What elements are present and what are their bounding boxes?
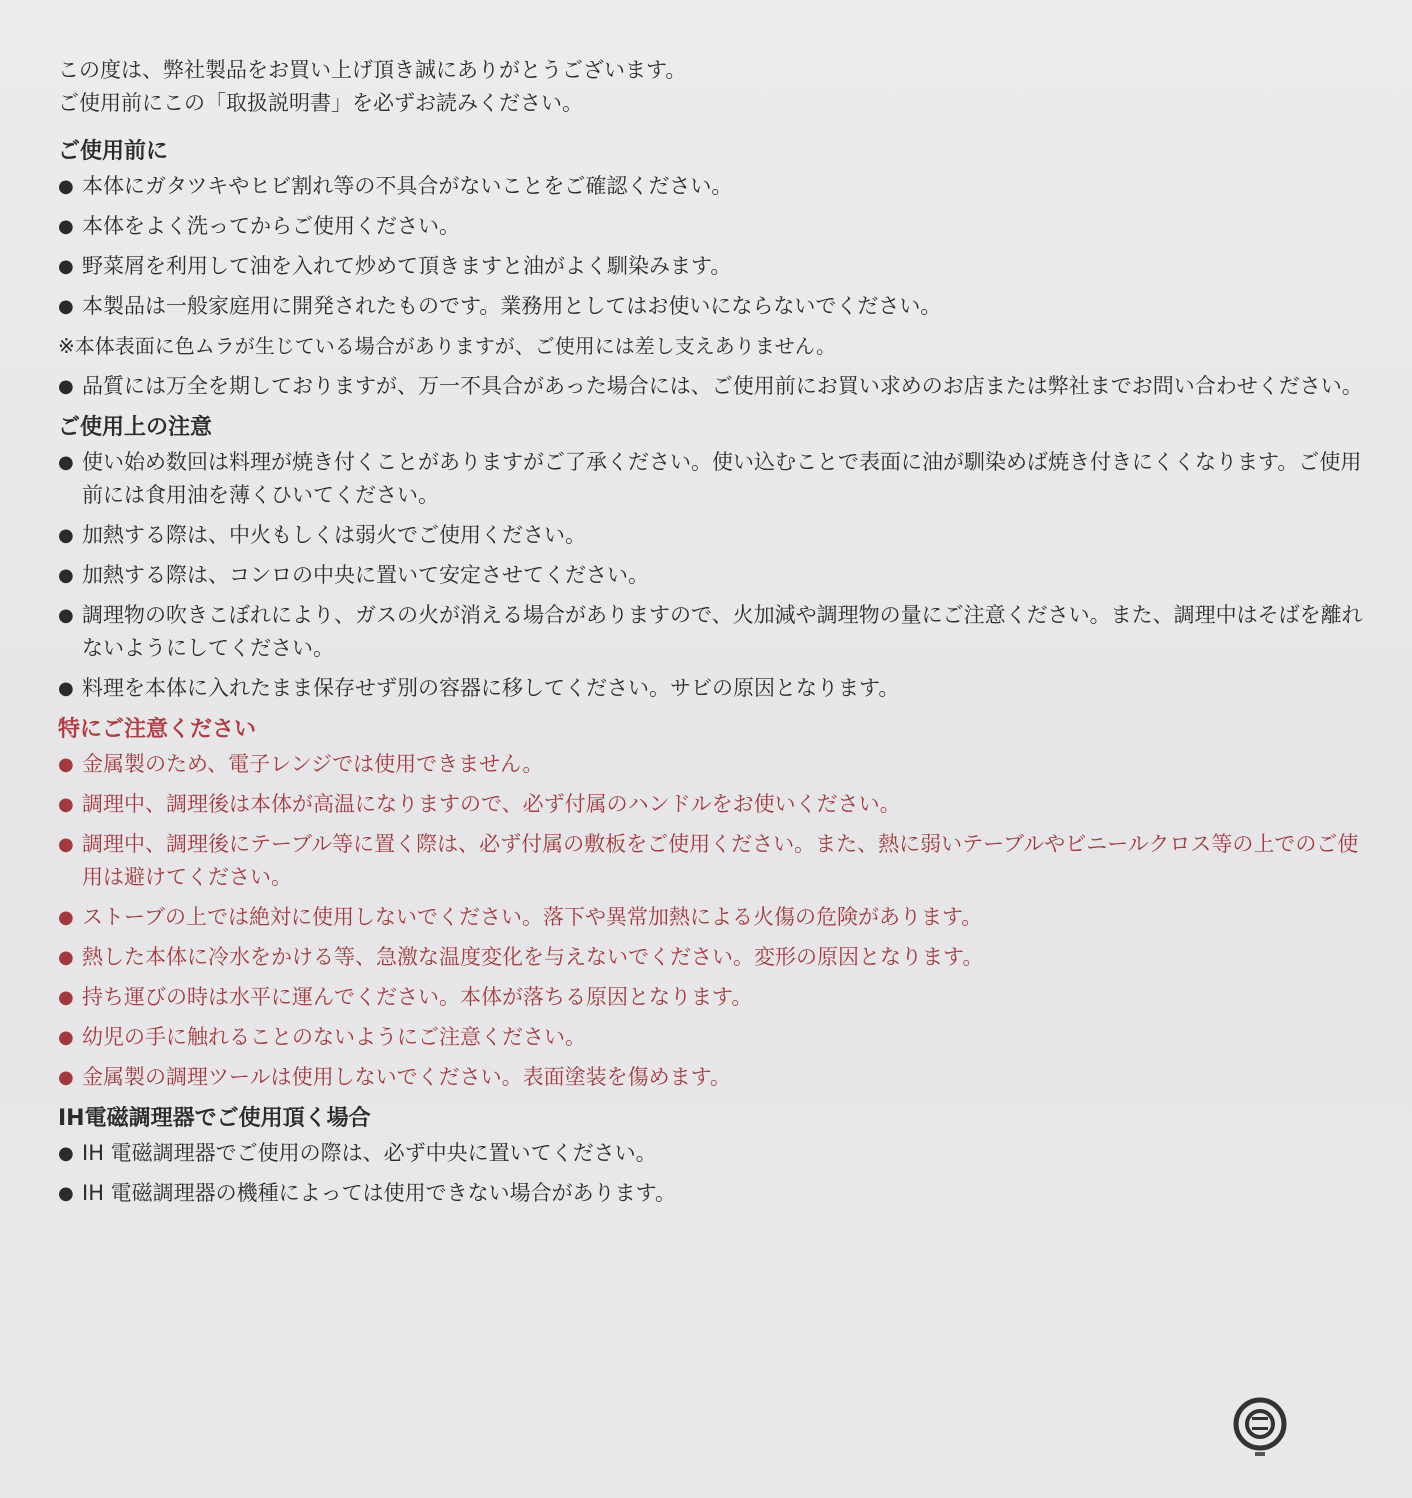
list-item: ● 本製品は一般家庭用に開発されたものです。業務用としてはお使いにならないでください。 <box>58 290 1368 323</box>
list-item: ● 使い始め数回は料理が焼き付くことがありますがご了承ください。使い込むことで表面に油が馴染めば焼き付きにくくなります。ご使用前には食用油を薄くひいてください。 <box>58 446 1368 512</box>
list-item: ● IH 電磁調理器でご使用の際は、必ず中央に置いてください。 <box>58 1137 1368 1170</box>
list-item: ● 加熱する際は、中火もしくは弱火でご使用ください。 <box>58 519 1368 552</box>
recycle-mark-icon <box>1228 1394 1292 1458</box>
list-item: ● 熱した本体に冷水をかける等、急激な温度変化を与えないでください。変形の原因となります。 <box>58 941 1368 974</box>
intro-line: この度は、弊社製品をお買い上げ頂き誠にありがとうございます。 <box>58 58 687 82</box>
bullet-icon: ● <box>58 296 74 317</box>
section-heading-usage-cautions: ご使用上の注意 <box>58 415 213 440</box>
list-item: ● 加熱する際は、コンロの中央に置いて安定させてください。 <box>58 559 1368 592</box>
bullet-icon: ● <box>58 754 74 775</box>
bullet-icon: ● <box>58 605 74 626</box>
section-heading-before-use: ご使用前に <box>58 139 169 164</box>
bullet-icon: ● <box>58 525 74 546</box>
bullet-icon: ● <box>58 1143 74 1164</box>
bullet-icon: ● <box>58 176 74 197</box>
intro-line: ご使用前にこの「取扱説明書」を必ずお読みください。 <box>58 91 583 115</box>
bullet-icon: ● <box>58 452 74 473</box>
bullet-icon: ● <box>58 216 74 237</box>
list-item: ● 金属製のため、電子レンジでは使用できません。 <box>58 748 1368 781</box>
bullet-icon: ● <box>58 376 74 397</box>
list-item: ● 調理物の吹きこぼれにより、ガスの火が消える場合がありますので、火加減や調理物の量にご注意ください。また、調理中はそばを離れないようにしてください。 <box>58 599 1368 665</box>
list-item: ● 持ち運びの時は水平に運んでください。本体が落ちる原因となります。 <box>58 981 1368 1014</box>
list-item: ● ストーブの上では絶対に使用しないでください。落下や異常加熱による火傷の危険があります。 <box>58 901 1368 934</box>
bullet-icon: ● <box>58 987 74 1008</box>
list-item: ● 調理中、調理後にテーブル等に置く際は、必ず付属の敷板をご使用ください。また、熱に弱いテーブルやビニールクロス等の上でのご使用は避けてください。 <box>58 828 1368 894</box>
bullet-icon: ● <box>58 1067 74 1088</box>
bullet-icon: ● <box>58 907 74 928</box>
list-item: ● 金属製の調理ツールは使用しないでください。表面塗装を傷めます。 <box>58 1061 1368 1094</box>
bullet-icon: ● <box>58 1027 74 1048</box>
list-item: ● 本体にガタツキやヒビ割れ等の不具合がないことをご確認ください。 <box>58 170 1368 203</box>
list-item: ● 幼児の手に触れることのないようにご注意ください。 <box>58 1021 1368 1054</box>
list-item: ● 野菜屑を利用して油を入れて炒めて頂きますと油がよく馴染みます。 <box>58 250 1368 283</box>
bullet-icon: ● <box>58 947 74 968</box>
document-body <box>58 54 1368 1217</box>
list-item: ● 品質には万全を期しておりますが、万一不具合があった場合には、ご使用前にお買い求めのお店または弊社までお問い合わせください。 <box>58 370 1368 403</box>
list-item: ● 料理を本体に入れたまま保存せず別の容器に移してください。サビの原因となります。 <box>58 672 1368 705</box>
section-heading-ih-use: IH電磁調理器でご使用頂く場合 <box>58 1106 371 1131</box>
bullet-icon: ● <box>58 256 74 277</box>
bullet-icon: ● <box>58 678 74 699</box>
intro <box>58 54 1368 120</box>
bullet-icon: ● <box>58 794 74 815</box>
note: ※本体表面に色ムラが生じている場合がありますが、ご使用には差し支えありません。 <box>58 334 836 358</box>
list-item: ● IH 電磁調理器の機種によっては使用できない場合があります。 <box>58 1177 1368 1210</box>
bullet-icon: ● <box>58 834 74 855</box>
bullet-icon: ● <box>58 565 74 586</box>
list-item: ● 調理中、調理後は本体が高温になりますので、必ず付属のハンドルをお使いください。 <box>58 788 1368 821</box>
section-heading-special-caution: 特にご注意ください <box>58 717 257 742</box>
bullet-icon: ● <box>58 1183 74 1204</box>
list-item: ● 本体をよく洗ってからご使用ください。 <box>58 210 1368 243</box>
